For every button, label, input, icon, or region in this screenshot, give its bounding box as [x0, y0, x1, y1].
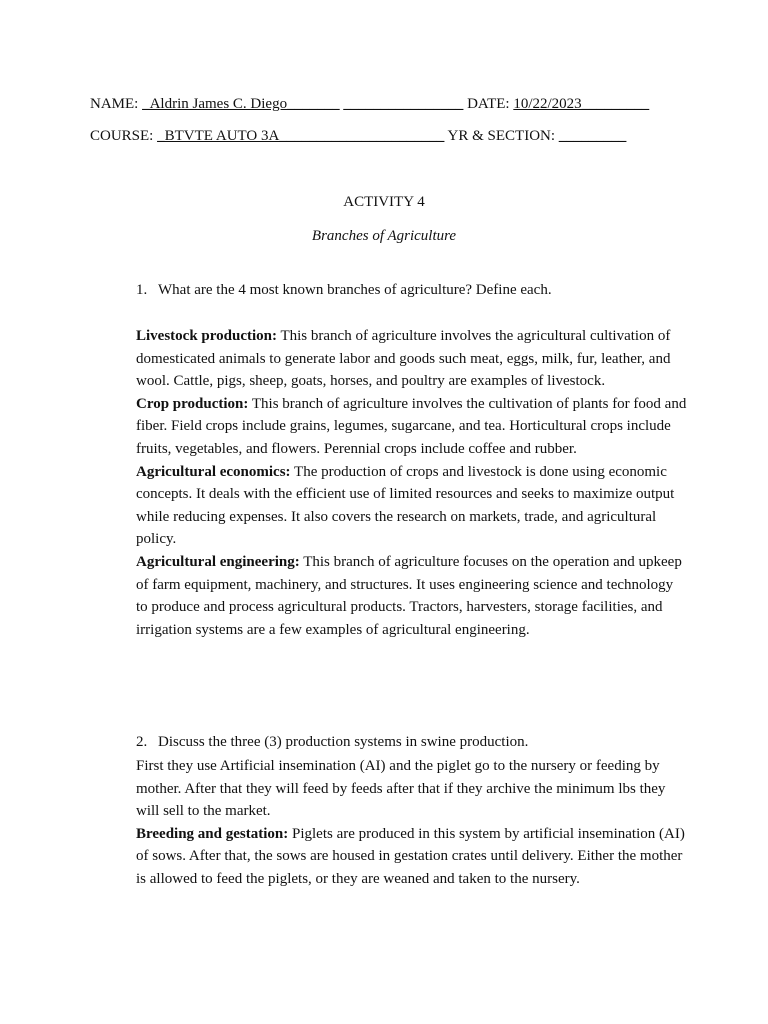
- question-1-text: What are the 4 most known branches of agriculture? Define each.: [158, 282, 552, 298]
- branch-term: Livestock production:: [136, 328, 277, 344]
- question-2: [136, 734, 528, 751]
- name-value: _Aldrin James C. Diego_______: [142, 96, 340, 112]
- activity-subtitle: Branches of Agriculture: [311, 228, 457, 244]
- activity-title: ACTIVITY 4: [343, 194, 425, 210]
- date-value: 10/22/2023_________: [513, 96, 650, 112]
- name-date-line: [90, 96, 649, 113]
- branch-livestock: [136, 325, 688, 393]
- swine-term: Breeding and gestation:: [136, 825, 289, 842]
- question-1: [136, 282, 552, 299]
- course-label: COURSE:: [90, 128, 154, 144]
- yr-section-label: YR & SECTION:: [447, 128, 556, 144]
- branches-answer: [136, 325, 688, 641]
- name-blank: _____________: [343, 96, 441, 112]
- branch-text: This branch of agriculture involves the agricultural cultivation of domesticated animals to generate labor and goods such meat, eggs, milk, fur, leather, and wool. Cattle, pigs, sheep, goats, horses, and poultry are examples of livestock.: [136, 328, 671, 390]
- swine-intro: First they use Artificial insemination (AI) and the piglet go to the nursery or feeding by mother. After that they will feed by feeds after that if they archive the minimum lbs they will sell to the market.: [136, 758, 666, 820]
- branch-text: This branch of agriculture involves the cultivation of plants for food and fiber. Field crops include grains, legumes, sugarcane, and tea. Horticultural crops include fruits, vegetables, and flowers. Perennial crops include coffee and rubber.: [136, 395, 687, 457]
- question-1-number: 1.: [136, 282, 148, 298]
- name-label: NAME:: [90, 96, 139, 112]
- question-2-text: Discuss the three (3) production systems in swine production.: [158, 734, 529, 750]
- branch-economics: [136, 461, 688, 551]
- swine-text: Piglets are produced in this system by artificial insemination (AI) of sows. After that, the sows are housed in gestation crates until delivery. Either the mother is allowed to feed the piglets, or they are weaned and taken to the nursery.: [136, 825, 685, 887]
- course-value: _BTVTE AUTO 3A______________________: [157, 128, 445, 144]
- course-section-line: [90, 128, 626, 145]
- branch-crop: [136, 393, 688, 461]
- date-label: DATE:: [467, 96, 510, 112]
- swine-answer: [136, 755, 688, 891]
- branch-term: Agricultural engineering:: [136, 553, 300, 570]
- branch-term: Crop production:: [136, 395, 249, 412]
- branch-text: This branch of agriculture focuses on the operation and upkeep of farm equipment, machinery, and structures. It uses engineering science and technology to produce and process agricultural products. Tractors, harvesters, storage facilities, and irrigation systems are a few examples of agricultural engineering.: [136, 553, 682, 638]
- branch-text: The production of crops and livestock is done using economic concepts. It deals with the efficient use of limited resources and seeks to maximize output while reducing expenses. It also covers the research on markets, trade, and agricultural policy.: [136, 463, 675, 548]
- yr-section-value: _________: [558, 128, 627, 144]
- name-tail: ___: [440, 96, 464, 112]
- swine-breeding: [136, 823, 688, 891]
- branch-term: Agricultural economics:: [136, 463, 291, 480]
- branch-engineering: [136, 551, 688, 641]
- question-2-number: 2.: [136, 734, 148, 750]
